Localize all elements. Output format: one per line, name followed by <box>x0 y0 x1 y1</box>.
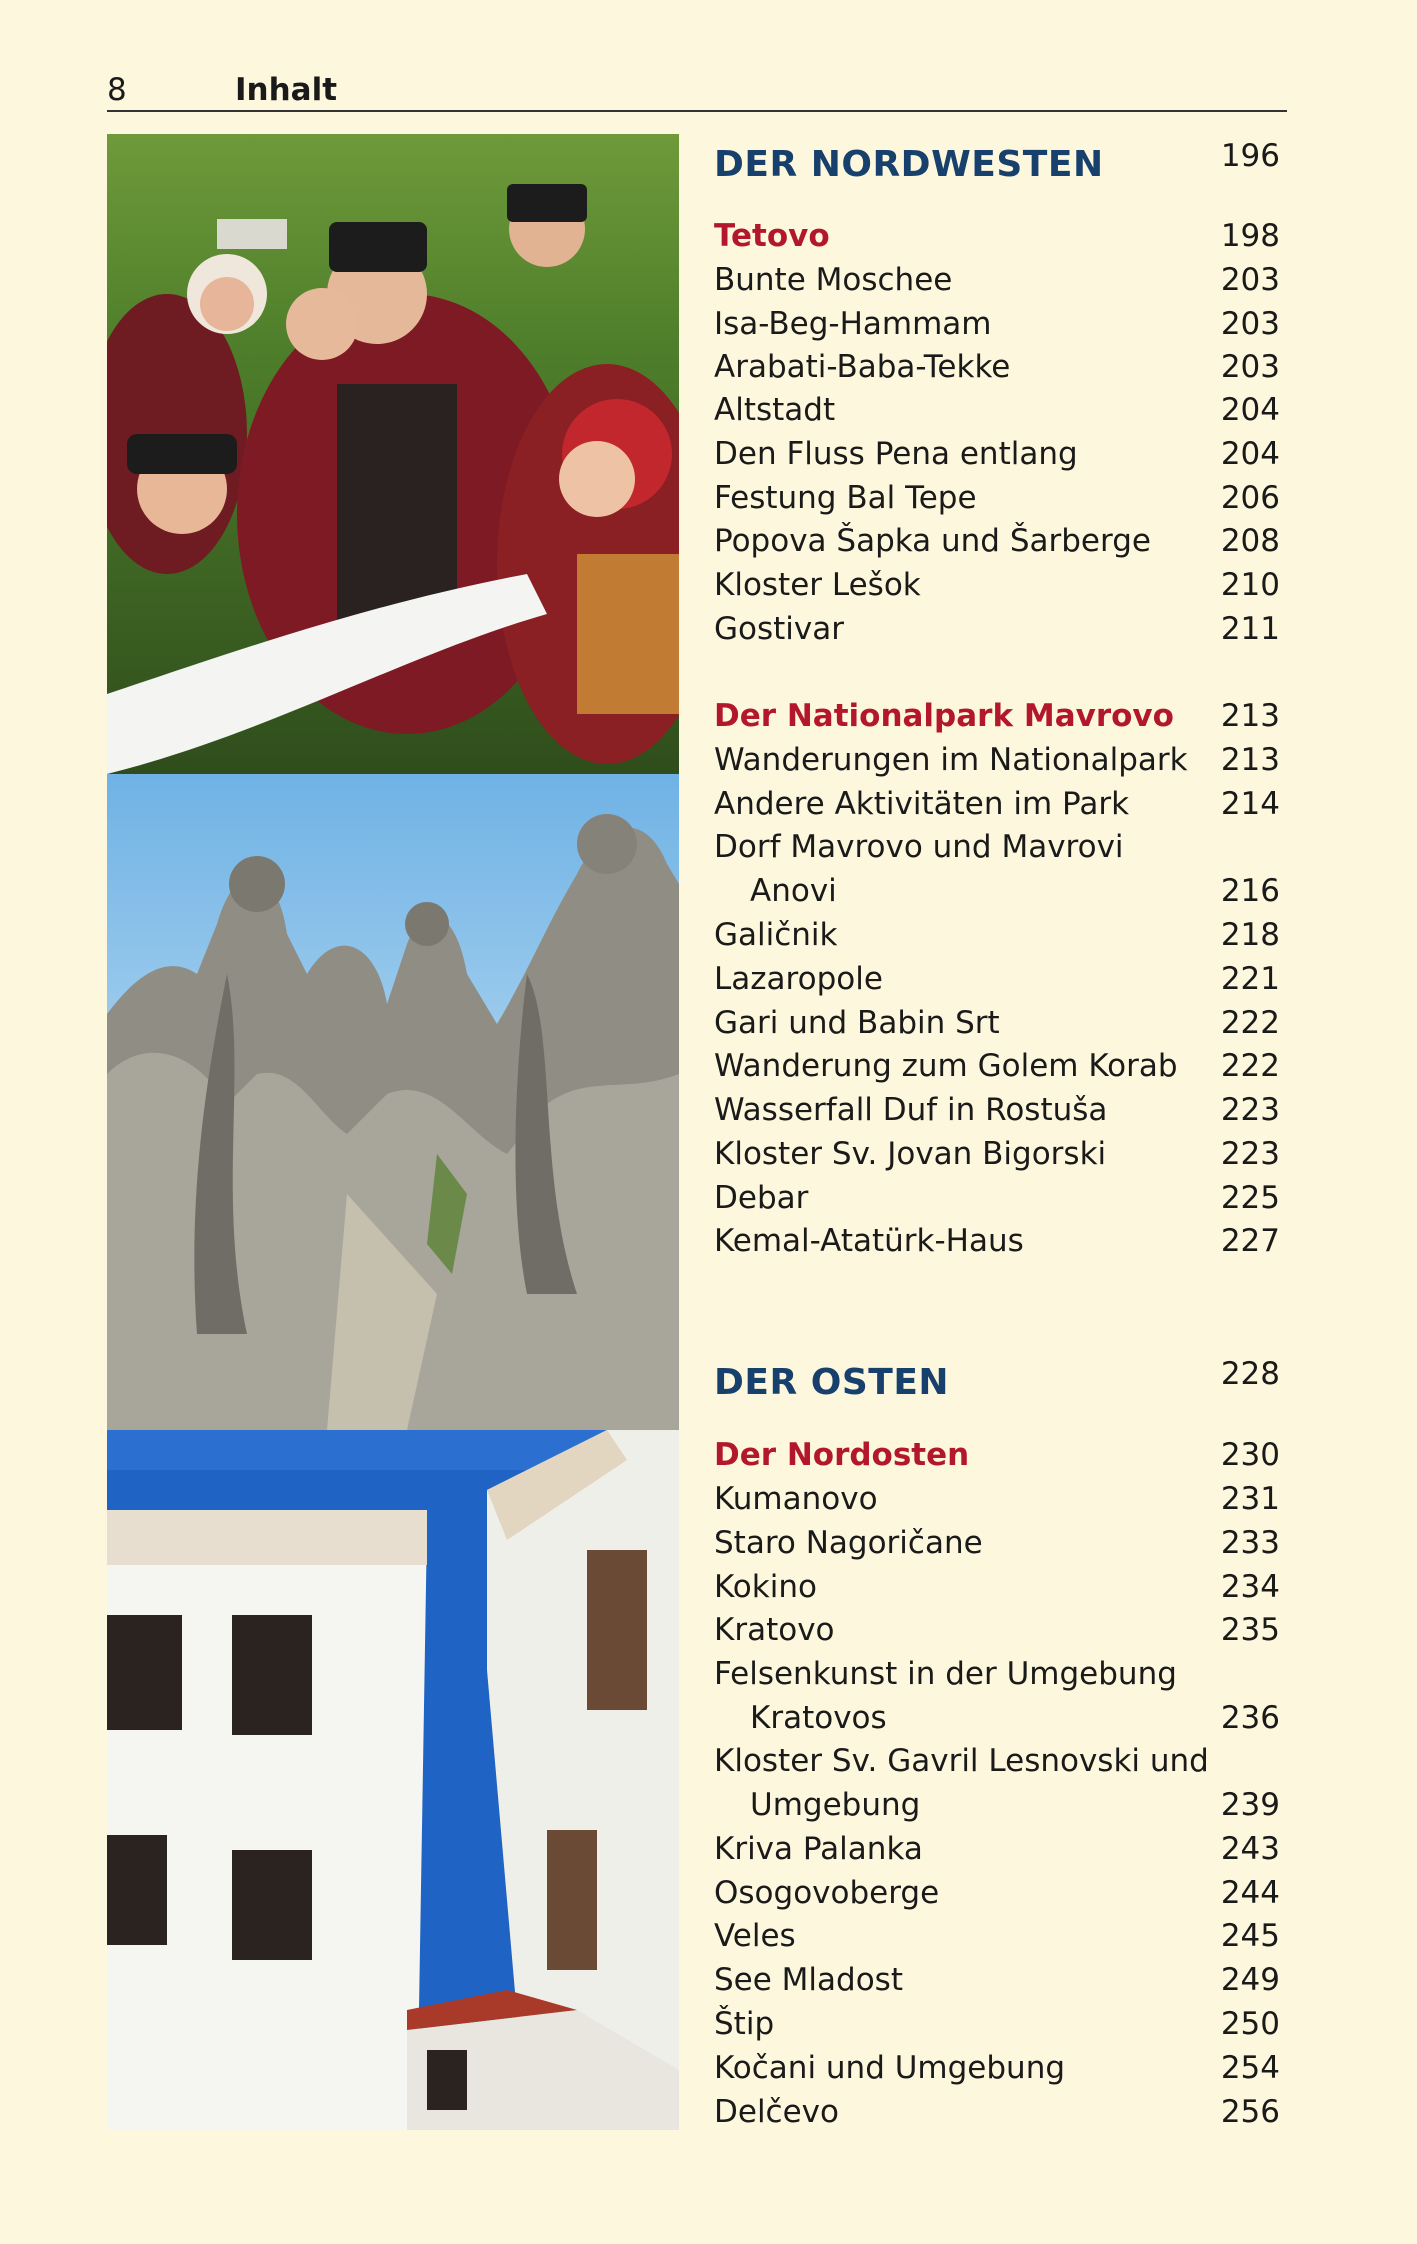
toc-entry-bunte-moschee <box>714 262 1280 306</box>
toc-title: Umgebung <box>750 1787 921 1823</box>
toc-title: Kloster Sv. Jovan Bigorski <box>714 1136 1107 1172</box>
toc-page-number: 203 <box>1220 349 1280 385</box>
toc-region-der-osten <box>714 1356 1280 1410</box>
toc-title: Der Nationalpark Mavrovo <box>714 698 1174 734</box>
toc-page-number: 218 <box>1220 917 1280 953</box>
toc-page-number: 221 <box>1220 961 1280 997</box>
toc-entry-kratovos <box>714 1700 1280 1744</box>
toc-page-number: 249 <box>1220 1962 1280 1998</box>
toc-title: Wanderung zum Golem Korab <box>714 1048 1178 1084</box>
toc-page-number: 239 <box>1220 1787 1280 1823</box>
toc-title: Kratovo <box>714 1612 835 1648</box>
toc-entry-kokino <box>714 1569 1280 1613</box>
toc-entry-tip <box>714 2006 1280 2050</box>
toc-title: Gostivar <box>714 611 844 647</box>
toc-title: Anovi <box>750 873 837 909</box>
toc-entry-arabati-baba-tekke <box>714 349 1280 393</box>
toc-title: Isa-Beg-Hammam <box>714 306 992 342</box>
toc-entry-wanderung-zum-golem-korab <box>714 1048 1280 1092</box>
toc-page-number: 214 <box>1220 786 1280 822</box>
toc-page-number: 222 <box>1220 1048 1280 1084</box>
toc-page-number: 223 <box>1220 1136 1280 1172</box>
toc-entry-felsenkunst-in-der-umgebung <box>714 1656 1280 1700</box>
toc-entry-staro-nagori-ane <box>714 1525 1280 1569</box>
toc-entry-popova-apka-und-arberge <box>714 523 1280 567</box>
toc-title: Staro Nagoričane <box>714 1525 983 1561</box>
toc-entry-umgebung <box>714 1787 1280 1831</box>
toc-entry-gostivar <box>714 611 1280 655</box>
toc-entry-altstadt <box>714 392 1280 436</box>
toc-title: Wasserfall Duf in Rostuša <box>714 1092 1108 1128</box>
toc-title: Andere Aktivitäten im Park <box>714 786 1130 822</box>
toc-section-der-nationalpark-mavrovo <box>714 698 1280 742</box>
toc-page-number: 206 <box>1220 480 1280 516</box>
toc-entry-kloster-le-ok <box>714 567 1280 611</box>
toc-page-number: 235 <box>1220 1612 1280 1648</box>
white-houses-photo <box>107 1430 679 2130</box>
toc-entry-osogovoberge <box>714 1875 1280 1919</box>
toc-title: Kočani und Umgebung <box>714 2050 1066 2086</box>
toc-page-number: 225 <box>1220 1180 1280 1216</box>
toc-entry-isa-beg-hammam <box>714 306 1280 350</box>
toc-title: Den Fluss Pena entlang <box>714 436 1078 472</box>
toc-entry-gari-und-babin-srt <box>714 1005 1280 1049</box>
toc-entry-anovi <box>714 873 1280 917</box>
toc-title: Bunte Moschee <box>714 262 953 298</box>
toc-title: Kumanovo <box>714 1481 878 1517</box>
toc-page-number: 211 <box>1220 611 1280 647</box>
page-header <box>107 66 1287 110</box>
toc-entry-kemal-atat-rk-haus <box>714 1223 1280 1267</box>
toc-title: Galičnik <box>714 917 838 953</box>
toc-title: Kloster Lešok <box>714 567 921 603</box>
toc-page-number: 245 <box>1220 1918 1280 1954</box>
toc-entry-wasserfall-duf-in-rostu-a <box>714 1092 1280 1136</box>
toc-title: See Mladost <box>714 1962 903 1998</box>
toc-entry-kumanovo <box>714 1481 1280 1525</box>
toc-title: Kokino <box>714 1569 817 1605</box>
toc-page-number: 233 <box>1220 1525 1280 1561</box>
toc-entry-veles <box>714 1918 1280 1962</box>
toc-entry-lazaropole <box>714 961 1280 1005</box>
toc-page-number: 204 <box>1220 436 1280 472</box>
page-number: 8 <box>107 72 127 108</box>
toc-page-number: 198 <box>1220 218 1280 254</box>
toc-page-number: 256 <box>1220 2094 1280 2130</box>
toc-title: Arabati-Baba-Tekke <box>714 349 1011 385</box>
toc-page-number: 234 <box>1220 1569 1280 1605</box>
toc-title: Debar <box>714 1180 809 1216</box>
toc-title: Kratovos <box>750 1700 887 1736</box>
toc-page-number: 196 <box>1220 138 1280 174</box>
toc-title: Altstadt <box>714 392 836 428</box>
toc-title: Kemal-Atatürk-Haus <box>714 1223 1024 1259</box>
toc-page-number: 213 <box>1220 698 1280 734</box>
toc-entry-den-fluss-pena-entlang <box>714 436 1280 480</box>
toc-page-number: 254 <box>1220 2050 1280 2086</box>
toc-page-number: 244 <box>1220 1875 1280 1911</box>
toc-page-number: 243 <box>1220 1831 1280 1867</box>
toc-entry-ko-ani-und-umgebung <box>714 2050 1280 2094</box>
toc-entry-kriva-palanka <box>714 1831 1280 1875</box>
toc-page-number: 222 <box>1220 1005 1280 1041</box>
toc-entry-wanderungen-im-nationalpark <box>714 742 1280 786</box>
toc-page-number: 213 <box>1220 742 1280 778</box>
toc-page-number: 203 <box>1220 306 1280 342</box>
toc-title: Popova Šapka und Šarberge <box>714 523 1151 559</box>
toc-title: DER NORDWESTEN <box>714 144 1104 185</box>
toc-title: Felsenkunst in der Umgebung <box>714 1656 1177 1692</box>
toc-page-number: 250 <box>1220 2006 1280 2042</box>
toc-page-number: 227 <box>1220 1223 1280 1259</box>
toc-page-number: 216 <box>1220 873 1280 909</box>
toc-page-number: 204 <box>1220 392 1280 428</box>
toc-entry-festung-bal-tepe <box>714 480 1280 524</box>
toc-entry-dorf-mavrovo-und-mavrovi <box>714 829 1280 873</box>
toc-page-number: 228 <box>1220 1356 1280 1392</box>
toc-title: Lazaropole <box>714 961 883 997</box>
toc-title: Wanderungen im Nationalpark <box>714 742 1188 778</box>
toc-page-number: 203 <box>1220 262 1280 298</box>
toc-page-number: 223 <box>1220 1092 1280 1128</box>
toc-entry-andere-aktivit-ten-im-park <box>714 786 1280 830</box>
toc-title: Štip <box>714 2006 775 2042</box>
header-rule <box>107 110 1287 112</box>
toc-title: Veles <box>714 1918 796 1954</box>
toc-title: Gari und Babin Srt <box>714 1005 1000 1041</box>
toc-title: Osogovoberge <box>714 1875 940 1911</box>
toc-title: Tetovo <box>714 218 830 254</box>
folk-dancers-photo <box>107 134 679 774</box>
toc-entry-del-evo <box>714 2094 1280 2138</box>
toc-title: Delčevo <box>714 2094 839 2130</box>
rock-formations-photo <box>107 774 679 1430</box>
toc-entry-kloster-sv-gavril-lesnovski-und <box>714 1743 1280 1787</box>
toc-entry-debar <box>714 1180 1280 1224</box>
toc-entry-gali-nik <box>714 917 1280 961</box>
toc-title: Kriva Palanka <box>714 1831 923 1867</box>
toc-page-number: 236 <box>1220 1700 1280 1736</box>
toc-page-number: 231 <box>1220 1481 1280 1517</box>
toc-title: Dorf Mavrovo und Mavrovi <box>714 829 1124 865</box>
toc-title: DER OSTEN <box>714 1362 950 1403</box>
toc-page-number: 208 <box>1220 523 1280 559</box>
toc-entry-kratovo <box>714 1612 1280 1656</box>
toc-title: Kloster Sv. Gavril Lesnovski und <box>714 1743 1209 1779</box>
toc-entry-kloster-sv-jovan-bigorski <box>714 1136 1280 1180</box>
toc-title: Festung Bal Tepe <box>714 480 977 516</box>
toc-region-der-nordwesten <box>714 138 1280 192</box>
toc-section-tetovo <box>714 218 1280 262</box>
toc-page-number: 230 <box>1220 1437 1280 1473</box>
toc-section-der-nordosten <box>714 1437 1280 1481</box>
toc-entry-see-mladost <box>714 1962 1280 2006</box>
toc-title: Der Nordosten <box>714 1437 970 1473</box>
header-title: Inhalt <box>235 72 338 108</box>
toc-page-number: 210 <box>1220 567 1280 603</box>
